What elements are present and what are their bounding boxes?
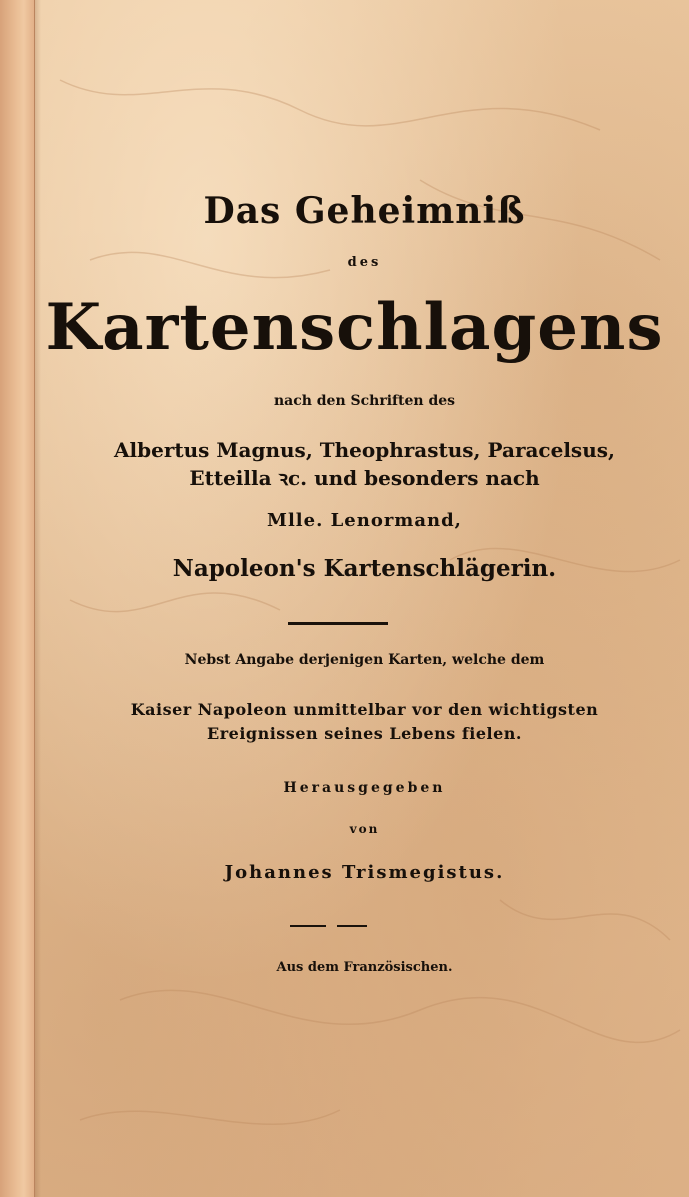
authors-line-2: Etteilla ꝛc. und besonders nach xyxy=(189,466,540,490)
subtitle-line-2: Kaiser Napoleon unmittelbar vor den wichtigsten xyxy=(130,700,599,719)
title-line-1: Das Geheimniß xyxy=(203,190,526,232)
translated-note: Aus dem Französischen. xyxy=(276,960,453,975)
small-rule-left xyxy=(290,925,326,927)
subtitle-line-1: Nebst Angabe derjenigen Karten, welche dem xyxy=(184,652,545,668)
title-des: des xyxy=(347,255,382,270)
edited-by: Herausgegeben xyxy=(283,780,446,796)
mlle-lenormand: Mlle. Lenormand, xyxy=(267,510,462,531)
subtitle-line-3: Ereignissen seines Lebens fielen. xyxy=(207,724,522,743)
by-writings-line: nach den Schriften des xyxy=(273,393,456,409)
divider-rule xyxy=(288,622,388,625)
subtitle-block xyxy=(40,698,689,746)
von-word: von xyxy=(349,822,380,836)
authors-block xyxy=(40,436,689,492)
napoleon-card-reader: Napoleon's Kartenschlägerin. xyxy=(172,555,557,582)
book-spine xyxy=(0,0,35,1197)
editor-name: Johannes Trismegistus. xyxy=(224,862,505,883)
small-rule-right xyxy=(337,925,367,927)
main-title: Kartenschlagens xyxy=(45,290,664,365)
authors-line-1: Albertus Magnus, Theophrastus, Paracelsus, xyxy=(114,438,615,462)
spine-shadow xyxy=(35,0,41,1197)
